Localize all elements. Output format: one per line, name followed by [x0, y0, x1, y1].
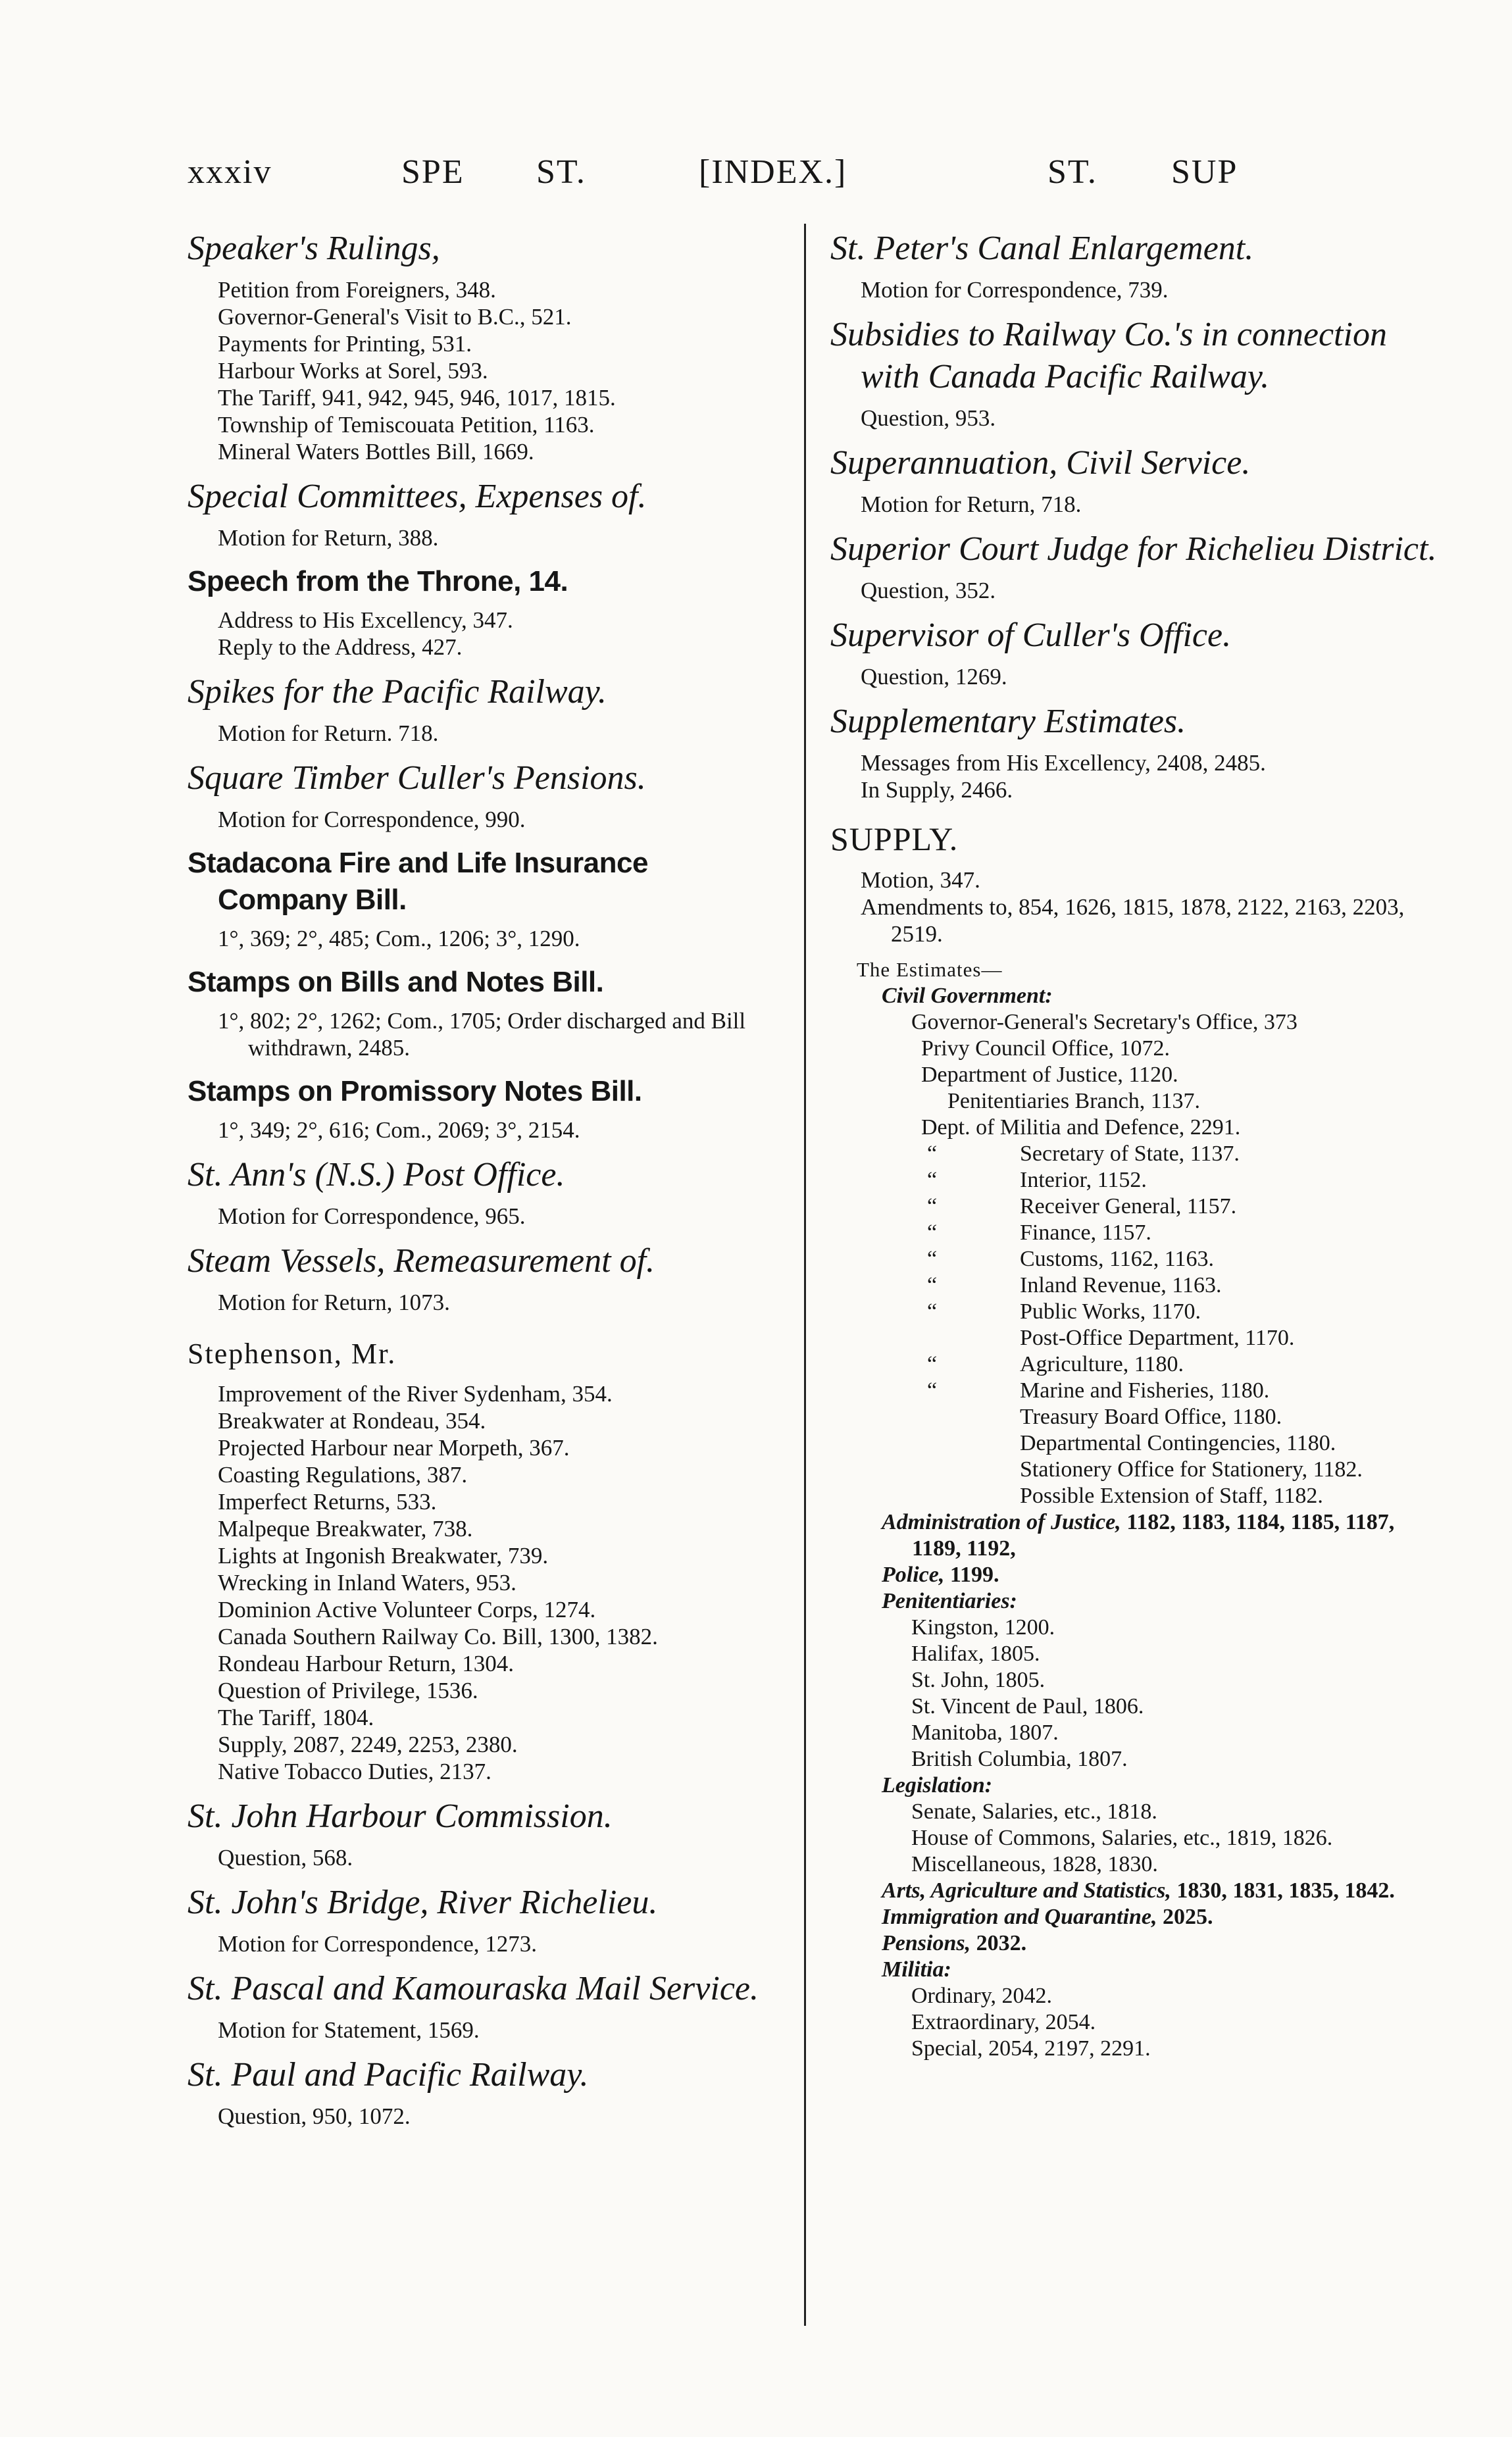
- estimates-text: Administration of Justice,: [882, 1510, 1121, 1534]
- estimates-text: Marine and Fisheries, 1180.: [1020, 1378, 1270, 1403]
- entry-references: [188, 607, 780, 661]
- estimates-item: “ Public Works, 1170.: [927, 1299, 1201, 1324]
- index-entry: [188, 1073, 780, 1143]
- entry-reference: Canada Southern Railway Co. Bill, 1300, 1382.: [218, 1624, 658, 1649]
- estimates-item: [830, 1746, 1442, 1772]
- estimates-item: [830, 1404, 1442, 1430]
- index-entry: [188, 671, 780, 747]
- entry-heading: Stephenson, Mr.: [188, 1338, 397, 1370]
- entry-reference: Amendments to, 854, 1626, 1815, 1878, 2122, 2163, 2203, 2519.: [861, 894, 1405, 947]
- estimates-pages: 1182, 1183, 1184, 1185, 1187, 1189, 1192,: [912, 1510, 1395, 1561]
- estimates-item: [830, 1641, 1442, 1667]
- estimates-text: Treasury Board Office, 1180.: [1020, 1405, 1282, 1429]
- entry-reference: Address to His Excellency, 347.: [218, 607, 513, 633]
- entry-references: [188, 1203, 780, 1230]
- index-entry: [830, 228, 1442, 303]
- estimates-text: Civil Government:: [882, 984, 1053, 1008]
- entry-references: [830, 663, 1442, 690]
- estimates-text: Halifax, 1805.: [911, 1642, 1040, 1666]
- estimates-text: Privy Council Office, 1072.: [921, 1036, 1171, 1061]
- entry-heading: Stamps on Bills and Notes Bill.: [188, 966, 604, 998]
- entry-references: [830, 577, 1442, 604]
- index-entry: [188, 1334, 780, 1785]
- entry-reference: Motion for Return, 388.: [218, 525, 439, 551]
- index-entry: [188, 228, 780, 465]
- estimates-text: Manitoba, 1807.: [911, 1721, 1059, 1745]
- estimates-text: Stationery Office for Stationery, 1182.: [1020, 1457, 1363, 1482]
- estimates-pages: 2032.: [970, 1931, 1027, 1955]
- index-entry: [830, 442, 1442, 518]
- estimates-category: [830, 1930, 1442, 1957]
- estimates-item: “ Secretary of State, 1137.: [927, 1142, 1240, 1166]
- estimates-category: [830, 1772, 1442, 1799]
- entry-references: [188, 1930, 780, 1957]
- entry-reference: 1°, 802; 2°, 1262; Com., 1705; Order discharged and Bill withdrawn, 2485.: [218, 1008, 746, 1061]
- entry-reference: Question of Privilege, 1536.: [218, 1678, 478, 1703]
- entry-reference: Messages from His Excellency, 2408, 2485.: [861, 750, 1266, 776]
- estimates-item: [830, 1799, 1442, 1825]
- estimates-pages: 2025.: [1157, 1905, 1213, 1929]
- index-entry: [188, 1154, 780, 1230]
- estimates-text: Penitentiaries Branch, 1137.: [947, 1089, 1200, 1113]
- right-entries: [830, 228, 1442, 947]
- estimates-item: “ Finance, 1157.: [927, 1220, 1151, 1245]
- entry-references: [188, 720, 780, 747]
- entry-reference: In Supply, 2466.: [861, 777, 1013, 803]
- estimates-text: Legislation:: [882, 1773, 993, 1797]
- estimates-text: Public Works, 1170.: [1020, 1299, 1201, 1324]
- index-entry: [188, 1968, 780, 2044]
- estimates-item: [830, 1694, 1442, 1720]
- estimates-category: [830, 1588, 1442, 1615]
- header-index-label: [INDEX.]: [699, 153, 847, 191]
- entry-heading: Supervisor of Culler's Office.: [830, 616, 1232, 654]
- entry-reference: Motion for Statement, 1569.: [218, 2017, 480, 2043]
- estimates-text: Post-Office Department, 1170.: [1020, 1326, 1295, 1350]
- entry-reference: Breakwater at Rondeau, 354.: [218, 1408, 486, 1434]
- entry-reference: Imperfect Returns, 533.: [218, 1489, 437, 1515]
- entry-heading: Superior Court Judge for Richelieu District.: [830, 530, 1437, 568]
- entry-references: [188, 1289, 780, 1316]
- entry-reference: 1°, 369; 2°, 485; Com., 1206; 3°, 1290.: [218, 926, 580, 951]
- estimates-item: “ Inland Revenue, 1163.: [927, 1273, 1222, 1297]
- estimates-text: House of Commons, Salaries, etc., 1819, 1826.: [911, 1826, 1333, 1850]
- estimates-item: [830, 2009, 1442, 2036]
- running-header: [0, 153, 1512, 199]
- entry-heading: St. Ann's (N.S.) Post Office.: [188, 1156, 565, 1193]
- header-range-start-left: SPE: [401, 153, 465, 191]
- index-entry: [188, 1882, 780, 1957]
- estimates-item: [830, 1851, 1442, 1878]
- estimates-item: [830, 1983, 1442, 2009]
- estimates-text: Arts, Agriculture and Statistics,: [882, 1878, 1171, 1903]
- estimates-item: [830, 1825, 1442, 1851]
- entry-references: [830, 276, 1442, 303]
- entry-reference: Rondeau Harbour Return, 1304.: [218, 1651, 515, 1676]
- index-entry: [188, 2054, 780, 2130]
- header-range-end-left: ST.: [536, 153, 586, 191]
- column-divider: [804, 224, 806, 2326]
- estimates-item: [830, 1615, 1442, 1641]
- entry-heading: Speech from the Throne, 14.: [188, 565, 568, 597]
- entry-reference: Malpeque Breakwater, 738.: [218, 1516, 473, 1542]
- estimates-item: [830, 1667, 1442, 1694]
- entry-references: [188, 2017, 780, 2044]
- entry-heading: Superannuation, Civil Service.: [830, 444, 1251, 482]
- index-entry: [188, 1240, 780, 1316]
- entry-heading: Speaker's Rulings,: [188, 230, 440, 267]
- entry-reference: Motion for Correspondence, 965.: [218, 1203, 526, 1229]
- entry-heading: Stadacona Fire and Life Insurance Company Bill.: [188, 847, 648, 916]
- index-entry: [188, 1796, 780, 1871]
- entry-references: [188, 925, 780, 952]
- index-entry: [830, 528, 1442, 604]
- estimates-text: Secretary of State, 1137.: [1020, 1142, 1240, 1166]
- index-entry: [188, 845, 780, 952]
- entry-reference: Motion for Correspondence, 739.: [861, 277, 1169, 303]
- entry-heading: St. Paul and Pacific Railway.: [188, 2056, 589, 2094]
- entry-reference: Motion for Return, 1073.: [218, 1290, 450, 1315]
- estimates-text: Miscellaneous, 1828, 1830.: [911, 1852, 1158, 1876]
- entry-heading: St. John's Bridge, River Richelieu.: [188, 1884, 658, 1921]
- entry-reference: Question, 953.: [861, 405, 996, 431]
- estimates-heading: The Estimates—: [857, 958, 1003, 981]
- entry-reference: Motion, 347.: [861, 867, 980, 893]
- estimates-item: [830, 1115, 1442, 1141]
- entry-references: [188, 1007, 780, 1061]
- entry-heading: SUPPLY.: [830, 820, 959, 857]
- entry-heading: Special Committees, Expenses of.: [188, 478, 647, 515]
- entry-reference: Question, 950, 1072.: [218, 2103, 411, 2129]
- estimates-item: “ Receiver General, 1157.: [927, 1194, 1237, 1218]
- estimates-item: “ Customs, 1162, 1163.: [927, 1247, 1215, 1271]
- entry-reference: The Tariff, 1804.: [218, 1705, 374, 1730]
- entry-reference: Question, 1269.: [861, 664, 1007, 690]
- entry-reference: Projected Harbour near Morpeth, 367.: [218, 1435, 570, 1461]
- entry-references: [830, 491, 1442, 518]
- entry-reference: Harbour Works at Sorel, 593.: [218, 358, 488, 384]
- entry-reference: Coasting Regulations, 387.: [218, 1462, 468, 1488]
- estimates-item: “ Marine and Fisheries, 1180.: [927, 1378, 1270, 1403]
- entry-references: [830, 405, 1442, 432]
- estimates-item: [830, 1036, 1442, 1062]
- estimates-text: Finance, 1157.: [1020, 1220, 1151, 1245]
- estimates-text: Immigration and Quarantine,: [882, 1905, 1157, 1929]
- entry-reference: 1°, 349; 2°, 616; Com., 2069; 3°, 2154.: [218, 1117, 580, 1143]
- entry-heading: Subsidies to Railway Co.'s in connection with Canada Pacific Railway.: [830, 316, 1387, 395]
- index-entry: [188, 964, 780, 1061]
- entry-reference: Township of Temiscouata Petition, 1163.: [218, 412, 595, 438]
- entry-references: [188, 1844, 780, 1871]
- estimates-category: [830, 1904, 1442, 1930]
- estimates-text: Customs, 1162, 1163.: [1020, 1247, 1215, 1271]
- entry-reference: Reply to the Address, 427.: [218, 634, 463, 660]
- estimates-category: [830, 1957, 1442, 1983]
- entry-heading: Spikes for the Pacific Railway.: [188, 673, 607, 711]
- index-entry: [188, 476, 780, 551]
- estimates-text: Senate, Salaries, etc., 1818.: [911, 1799, 1157, 1824]
- index-entry: [830, 314, 1442, 432]
- entry-reference: Question, 568.: [218, 1845, 353, 1871]
- estimates-category: [830, 1562, 1442, 1588]
- estimates-text: St. Vincent de Paul, 1806.: [911, 1694, 1144, 1719]
- right-column: [830, 217, 1442, 2062]
- estimates-text: Departmental Contingencies, 1180.: [1020, 1431, 1336, 1455]
- estimates-text: Inland Revenue, 1163.: [1020, 1273, 1222, 1297]
- entry-reference: Improvement of the River Sydenham, 354.: [218, 1381, 613, 1407]
- estimates-text: St. John, 1805.: [911, 1668, 1046, 1692]
- entry-references: [188, 1380, 780, 1785]
- entry-heading: St. Peter's Canal Enlargement.: [830, 230, 1254, 267]
- estimates-item: “ Interior, 1152.: [927, 1168, 1147, 1192]
- entry-references: [830, 867, 1442, 947]
- entry-references: [188, 524, 780, 551]
- entry-reference: Wrecking in Inland Waters, 953.: [218, 1570, 517, 1595]
- entry-reference: Native Tobacco Duties, 2137.: [218, 1759, 491, 1784]
- entry-reference: Question, 352.: [861, 578, 996, 603]
- entry-references: [188, 276, 780, 465]
- estimates-pages: 1830, 1831, 1835, 1842.: [1171, 1878, 1395, 1903]
- estimates-text: Receiver General, 1157.: [1020, 1194, 1237, 1218]
- estimates-text: Penitentiaries:: [882, 1589, 1017, 1613]
- entry-references: [188, 2103, 780, 2130]
- index-entry: [188, 563, 780, 661]
- entry-reference: Supply, 2087, 2249, 2253, 2380.: [218, 1732, 518, 1757]
- entry-references: [188, 1117, 780, 1143]
- page-number: xxxiv: [188, 153, 272, 191]
- entry-reference: Governor-General's Visit to B.C., 521.: [218, 304, 572, 330]
- entry-heading: St. Pascal and Kamouraska Mail Service.: [188, 1970, 759, 2007]
- estimates-text: British Columbia, 1807.: [911, 1747, 1128, 1771]
- estimates-text: Kingston, 1200.: [911, 1615, 1055, 1640]
- estimates-item: [830, 2036, 1442, 2062]
- entry-references: [830, 749, 1442, 803]
- index-entry: [830, 701, 1442, 803]
- entry-reference: Dominion Active Volunteer Corps, 1274.: [218, 1597, 596, 1622]
- estimates-text: Militia:: [882, 1957, 951, 1982]
- estimates-pages: 1199.: [944, 1563, 999, 1587]
- entry-heading: Steam Vessels, Remeasurement of.: [188, 1242, 655, 1280]
- entry-reference: Petition from Foreigners, 348.: [218, 277, 496, 303]
- estimates-list: [830, 983, 1442, 2062]
- estimates-category: [830, 1509, 1442, 1562]
- estimates-text: Interior, 1152.: [1020, 1168, 1147, 1192]
- left-column: [188, 217, 780, 2130]
- estimates-item: [830, 1430, 1442, 1457]
- index-entry: [830, 615, 1442, 690]
- entry-reference: Lights at Ingonish Breakwater, 739.: [218, 1543, 549, 1569]
- entry-reference: Motion for Correspondence, 990.: [218, 807, 526, 832]
- estimates-category: [830, 1878, 1442, 1904]
- estimates-text: Special, 2054, 2197, 2291.: [911, 2036, 1151, 2061]
- estimates-text: Dept. of Militia and Defence, 2291.: [921, 1115, 1241, 1140]
- entry-reference: Motion for Correspondence, 1273.: [218, 1931, 538, 1957]
- estimates-text: Governor-General's Secretary's Office, 373: [911, 1010, 1298, 1034]
- estimates-item: [830, 1483, 1442, 1509]
- estimates-text: Police,: [882, 1563, 945, 1587]
- estimates-item: “ Agriculture, 1180.: [927, 1352, 1184, 1376]
- entry-reference: Payments for Printing, 531.: [218, 331, 472, 357]
- estimates-item: [830, 1457, 1442, 1483]
- estimates-text: Extraordinary, 2054.: [911, 2010, 1096, 2034]
- estimates-category: [830, 983, 1442, 1009]
- estimates-text: Department of Justice, 1120.: [921, 1063, 1178, 1087]
- estimates-item: [830, 1009, 1442, 1036]
- estimates-text: Possible Extension of Staff, 1182.: [1020, 1484, 1323, 1508]
- header-range-end-right: SUP: [1171, 153, 1238, 191]
- estimates-item: [830, 1720, 1442, 1746]
- estimates-text: Agriculture, 1180.: [1020, 1352, 1184, 1376]
- entry-reference: The Tariff, 941, 942, 945, 946, 1017, 1815.: [218, 385, 616, 411]
- entry-references: [188, 806, 780, 833]
- index-entry: [188, 757, 780, 833]
- index-entry: [830, 818, 1442, 947]
- entry-heading: Square Timber Culler's Pensions.: [188, 759, 646, 797]
- header-range-start-right: ST.: [1047, 153, 1097, 191]
- estimates-item: [830, 1062, 1442, 1088]
- estimates-item: [830, 1325, 1442, 1351]
- entry-reference: Motion for Return. 718.: [218, 720, 439, 746]
- entry-heading: Stamps on Promissory Notes Bill.: [188, 1075, 642, 1107]
- estimates-text: Pensions,: [882, 1931, 971, 1955]
- entry-reference: Mineral Waters Bottles Bill, 1669.: [218, 439, 534, 465]
- entry-heading: St. John Harbour Commission.: [188, 1797, 613, 1835]
- entry-reference: Motion for Return, 718.: [861, 491, 1082, 517]
- estimates-item: [830, 1088, 1442, 1115]
- entry-heading: Supplementary Estimates.: [830, 703, 1186, 740]
- estimates-text: Ordinary, 2042.: [911, 1984, 1053, 2008]
